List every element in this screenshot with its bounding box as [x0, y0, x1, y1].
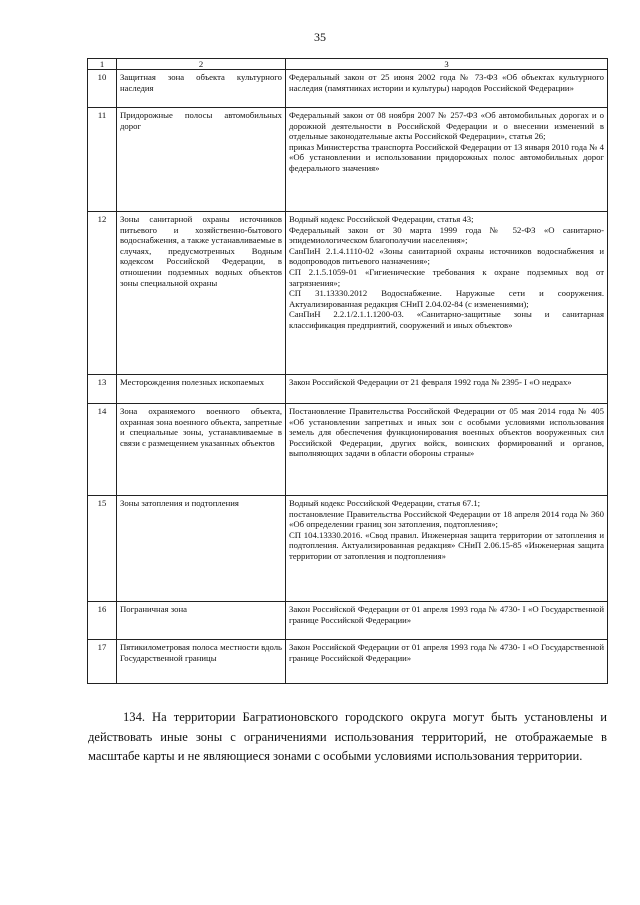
table-row: [88, 640, 608, 684]
table-row: [88, 496, 608, 602]
zones-table: [87, 58, 608, 684]
legal-basis: Водный кодекс Российской Федерации, статья 43; Федеральный закон от 30 марта 1999 года № 52-ФЗ «О санитарно-эпидемиологическом благополучии населения»; СанПиН 2.1.4.1110-02 «Зоны санитарной охраны источников водоснабжения и водопроводов питьевого назначения»; СП 2.1.5.1059-01 «Гигиенические требования к охране подземных вод от загрязнения»; СП 31.13330.2012 Водоснабжение. Наружные сети и сооружения. Актуализированная редакция СНиП 2.04.02-84 (с изменениями); СанПиН 2.2.1/2.1.1.1200-03. «Санитарно-защитные зоны и санитарная классификация предприятий, сооружений и иных объектов»: [286, 212, 608, 375]
zone-name: Пятикилометровая полоса местности вдоль Государственной границы: [117, 640, 286, 684]
legal-basis: Закон Российской Федерации от 01 апреля 1993 года № 4730- I «О Государственной границе Российской Федерации»: [286, 602, 608, 640]
zone-name: Зоны затопления и подтопления: [117, 496, 286, 602]
table-row: [88, 212, 608, 375]
legal-basis: Постановление Правительства Российской Федерации от 05 мая 2014 года № 405 «Об установлении запретных и иных зон с особыми условиями использования земель для обеспечения функционирования военных объектов вооруженных сил Российской Федерации, других войск, воинских формирований и органов, выполняющих задачи в области обороны страны»: [286, 404, 608, 496]
legal-basis: Закон Российской Федерации от 01 апреля 1993 года № 4730- I «О Государственной границе Российской Федерации»: [286, 640, 608, 684]
legal-basis: Водный кодекс Российской Федерации, статья 67.1; постановление Правительства Российской Федерации от 18 апреля 2014 года № 360 «Об определении границ зон затопления, подтопления»; СП 104.13330.2016. «Свод правил. Инженерная защита территории от затопления и подтопления. Актуализированная редакция» СНиП 2.06.15-85 «Инженерная защита территории от затопления и подтопления»: [286, 496, 608, 602]
column-header-3: 3: [286, 59, 608, 70]
table-row: [88, 108, 608, 212]
zone-name: Придорожные полосы автомобильных дорог: [117, 108, 286, 212]
paragraph-134: 134. На территории Багратионовского городского округа могут быть установлены и действовать иные зоны с ограничениями использования территорий, не отображаемые в масштабе карты и не являющиеся зонами с особыми условиями использования территории.: [88, 710, 607, 764]
legal-basis: Закон Российской Федерации от 21 февраля 1992 года № 2395- I «О недрах»: [286, 375, 608, 404]
legal-basis: Федеральный закон от 08 ноября 2007 № 257-ФЗ «Об автомобильных дорогах и о дорожной деятельности в Российской Федерации и о внесении изменений в отдельные законодательные акты Российской Федерации», статья 26; приказ Министерства транспорта Российской Федерации от 13 января 2010 года № 4 «Об установлении и использовании придорожных полос автомобильных дорог федерального значения»: [286, 108, 608, 212]
row-number: 15: [88, 496, 117, 602]
column-header-2: 2: [117, 59, 286, 70]
row-number: 14: [88, 404, 117, 496]
row-number: 12: [88, 212, 117, 375]
table-header-row: [88, 59, 608, 70]
table-row: [88, 375, 608, 404]
row-number: 16: [88, 602, 117, 640]
zone-name: Пограничная зона: [117, 602, 286, 640]
zone-name: Зоны санитарной охраны источников питьевого и хозяйственно-бытового водоснабжения, а также устанавливаемые в случаях, предусмотренных Водным кодексом Российской Федерации, в отношении подземных водных объектов зоны специальной охраны: [117, 212, 286, 375]
row-number: 11: [88, 108, 117, 212]
zone-name: Месторождения полезных ископаемых: [117, 375, 286, 404]
zone-name: Защитная зона объекта культурного наследия: [117, 70, 286, 108]
page-number: 35: [314, 30, 326, 44]
table-row: [88, 70, 608, 108]
zone-name: Зона охраняемого военного объекта, охранная зона военного объекта, запретные и специальные зоны, устанавливаемые в связи с размещением указанных объектов: [117, 404, 286, 496]
row-number: 10: [88, 70, 117, 108]
row-number: 17: [88, 640, 117, 684]
table-row: [88, 602, 608, 640]
column-header-1: 1: [88, 59, 117, 70]
table-row: [88, 404, 608, 496]
row-number: 13: [88, 375, 117, 404]
legal-basis: Федеральный закон от 25 июня 2002 года № 73-ФЗ «Об объектах культурного наследия (памятниках истории и культуры) народов Российской Федерации»: [286, 70, 608, 108]
